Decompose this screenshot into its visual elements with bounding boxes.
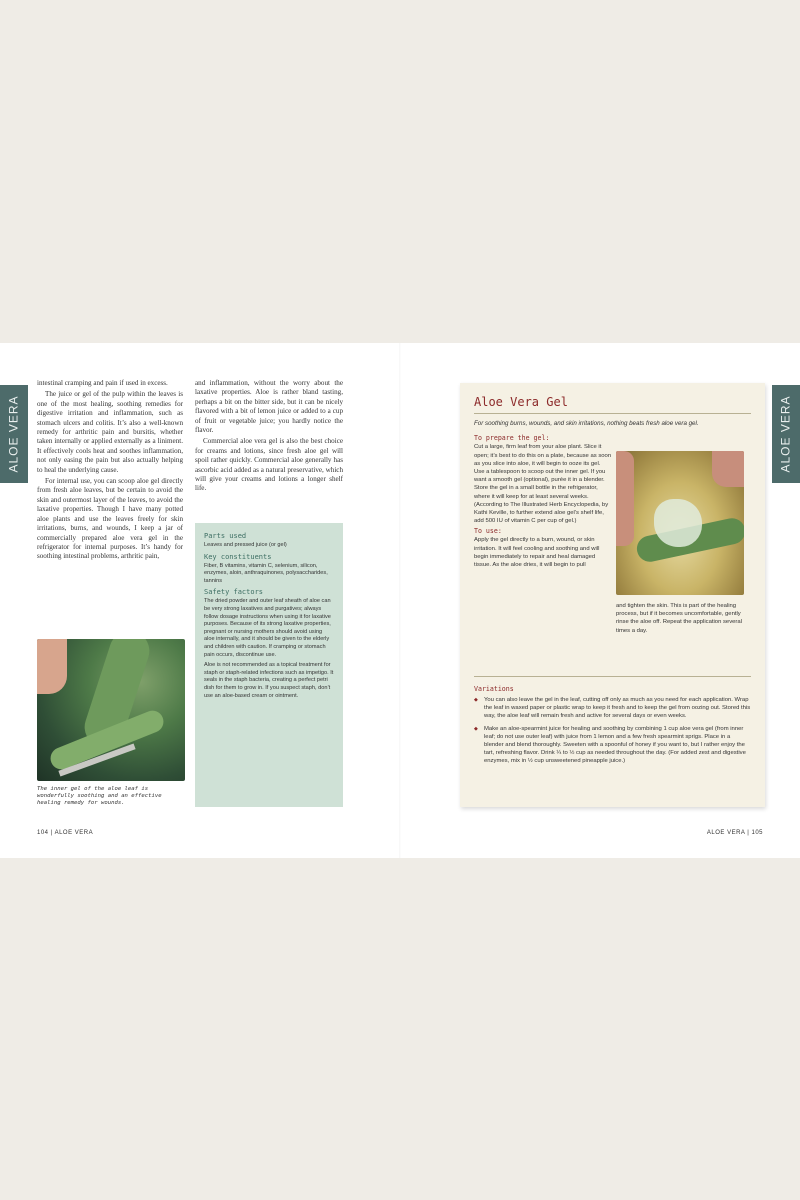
safety-text: Aloe is not recommended as a topical treatment for staph or staph-related infections such as impetigo. It seals in the staph bacteria, creating a perfect petri dish for them to grow in. If you suspect staph, don’t use an aloe-based cream or ointment. bbox=[204, 662, 334, 699]
paragraph: The juice or gel of the pulp within the leaves is one of the most healing, soothing remedies for digestive irritation and inflammation, such as stomach ulcers and colitis. It’s also a well-known remedy for arthritic pain and bursitis, whether taken internally or applied externally as a liniment. It effectively cools heat and soothes inflammation, not only easing the pain but also actually helping to heal the underlying cause. bbox=[37, 390, 183, 474]
constituents-text: Fiber, B vitamins, vitamin C, selenium, silicon, enzymes, aloin, anthraquinones, polysaccharides, tannins bbox=[204, 562, 328, 584]
use-heading: To use: bbox=[474, 527, 502, 536]
photo-caption: The inner gel of the aloe leaf is wonderfully soothing and an effective healing remedy for wounds. bbox=[37, 786, 162, 806]
use-text: Apply the gel directly to a burn, wound, or skin irritation. It will feel cooling and soothing and will begin immediately to repair and heal damaged tissue. As the aloe dries, it will begin to pull bbox=[474, 537, 600, 569]
constituents-heading: Key constituents bbox=[204, 552, 272, 561]
recipe-card bbox=[460, 383, 765, 807]
paragraph: and inflammation, without the worry about the laxative properties. Aloe is rather bland tasting, perhaps a bit on the bitter side, but it can be nicely flavored with a bit of lemon juice or added to a cup of fruit or vegetable juice; you hardly notice the flavor. bbox=[195, 379, 343, 435]
herb-facts-sidebar bbox=[195, 523, 343, 807]
paragraph: For internal use, you can scoop aloe gel directly from fresh aloe leaves, but be certain to avoid the skin and outermost layer of the leaves, to avoid the laxative properties. Though I have many potted aloe plants and use the leaves freely for skin irritations, burns, and wounds, I keep a jar of commercially prepared aloe vera gel in the refrigerator for internal purposes. It’s handy for soothing intestinal problems, arthritic pain, bbox=[37, 477, 183, 561]
book-spread bbox=[0, 343, 800, 858]
list-item: ◆ You can also leave the gel in the leaf, cutting off only as much as you need for each application. Wrap the leaf in waxed paper or plastic wrap to keep it fresh and to keep the gel from oozing out. Stored this way, the aloe leaf will remain fresh and active for several days or even weeks. bbox=[474, 696, 751, 721]
variations-section bbox=[474, 676, 751, 770]
paragraph: Commercial aloe vera gel is also the best choice for creams and lotions, since fresh aloe gel will spoil rather quickly. Commercial aloe generally has ascorbic acid added as a natural preservative, which will give your creams and lotions a longer shelf life. bbox=[195, 437, 343, 493]
safety-text: The dried powder and outer leaf sheath of aloe can be very strong laxatives and purgatives; always follow dosage instructions when using it for laxative purposes. Because of its strong laxative properties, pregnant or nursing mothers should avoid using aloe internally, and it should be given to the elderly and children with caution. If cramping or stomach pain occurs, discontinue use. bbox=[204, 598, 331, 658]
aloe-gel-photo bbox=[616, 451, 744, 595]
page-footer-left: 104 | ALOE VERA bbox=[37, 830, 94, 836]
parts-used-heading: Parts used bbox=[204, 532, 247, 540]
page-footer-right: ALOE VERA | 105 bbox=[706, 830, 763, 836]
left-column-2 bbox=[195, 379, 343, 496]
chapter-tab-label: ALOE VERA bbox=[7, 395, 21, 473]
variations-heading: Variations bbox=[474, 685, 514, 693]
aloe-cutting-photo bbox=[37, 639, 185, 781]
paragraph: intestinal cramping and pain if used in excess. bbox=[37, 379, 168, 387]
prepare-text: Cut a large, firm leaf from your aloe plant. Slice it open; it’s best to do this on a plate, because as soon as you slice into aloe, it will begin to ooze its gel. Use a tablespoon to scoop out the inner gel. If you want a smooth gel (optional), purée it in a blender. Store the gel in a small bottle in the refrigerator, where it will keep for at least several weeks. (According to The Illustrated Herb Encyclopedia, by Kathi Keville, to further extend aloe gel’s shelf life, add 500 IU of vitamin C per cup of gel.) bbox=[474, 444, 612, 525]
recipe-intro: For soothing burns, wounds, and skin irritations, nothing beats fresh aloe vera gel. bbox=[474, 420, 699, 427]
chapter-tab-left bbox=[0, 385, 28, 483]
use-section bbox=[474, 527, 610, 569]
safety-heading: Safety factors bbox=[204, 588, 264, 597]
use-text-continued: and tighten the skin. This is part of the healing process, but if it becomes uncomfortable, gently rinse the aloe off. Repeat the application several times a day. bbox=[616, 603, 742, 634]
chapter-tab-label: ALOE VERA bbox=[779, 395, 793, 473]
recipe-title: Aloe Vera Gel bbox=[474, 395, 751, 414]
prepare-heading: To prepare the gel: bbox=[474, 434, 550, 443]
prepare-section bbox=[474, 434, 612, 525]
chapter-tab-right bbox=[772, 385, 800, 483]
book-gutter bbox=[399, 343, 401, 858]
left-column-1 bbox=[37, 379, 183, 564]
variations-list bbox=[474, 696, 751, 766]
list-item: ◆ Make an aloe-spearmint juice for healing and soothing by combining 1 cup aloe vera gel (from inner leaf; do not use outer leaf) with juice from 1 lemon and a few fresh spearmint sprigs. Place in a blender and blend thoroughly. Sweeten with a spoonful of honey if you want to, but I rather enjoy the tart, refreshing flavor. Drink ¼ to ½ cup as needed throughout the day. (For added zest and digestive enzymes, mix in ½ cup unsweetened pineapple juice.) bbox=[474, 725, 751, 766]
parts-used-text: Leaves and pressed juice (or gel) bbox=[204, 542, 287, 548]
